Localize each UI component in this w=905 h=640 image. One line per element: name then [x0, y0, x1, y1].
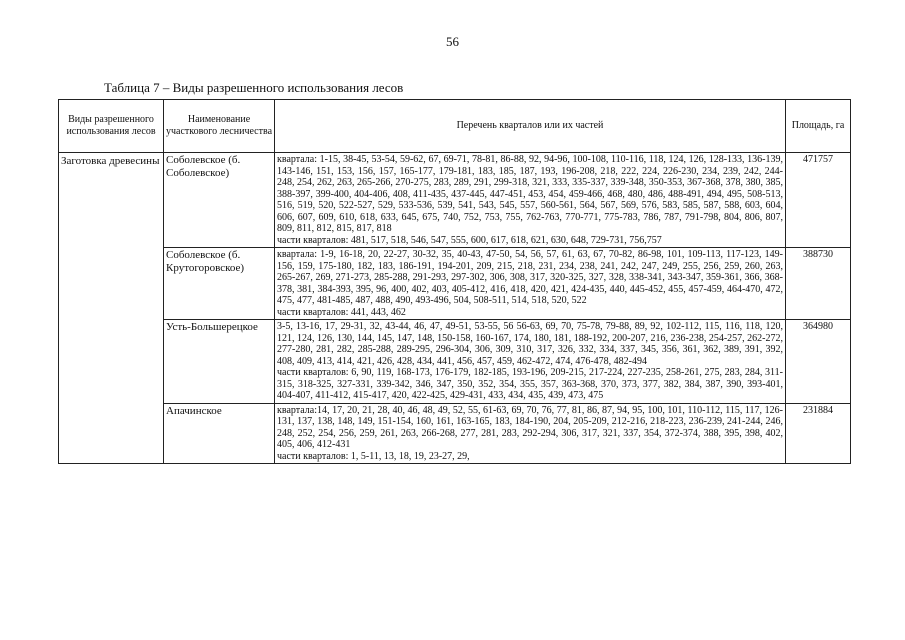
- quarter-parts-list: части кварталов: 481, 517, 518, 546, 547, 555, 600, 617, 618, 621, 630, 648, 729-731, 756,757: [277, 234, 662, 246]
- forestry-cell: Усть-Большерецкое: [164, 320, 275, 404]
- quarters-cell: [275, 248, 786, 320]
- table-row: [59, 320, 851, 404]
- forest-use-table: [58, 99, 851, 464]
- header-quarters: Перечень кварталов или их частей: [275, 100, 786, 153]
- quarters-list: 3-5, 13-16, 17, 29-31, 32, 43-44, 46, 47, 49-51, 53-55, 56 56-63, 69, 70, 75-78, 79-88, 89, 92, 102-112, 115, 116, 118, 120, 121, 124, 126, 130, 144, 145, 147, 148, 150-158, 160-167, 174, 180, 181, 188-192, 200-207, 216, 236-238, 254-257, 262-272, 277-280, 281, 282, 285-288, 289-295, 296-304, 306, 309, 310, 317, 326, 332, 334, 337, 345, 356, 361, 362, 389, 391, 392, 408, 409, 413, 414, 421, 426, 428, 434, 441, 456, 457, 459, 462-472, 474, 476-478, 482-494: [277, 321, 783, 367]
- area-cell: 388730: [786, 248, 851, 320]
- quarters-list: квартала:14, 17, 20, 21, 28, 40, 46, 48, 49, 52, 55, 61-63, 69, 70, 76, 77, 81, 86, 87, 94, 95, 100, 101, 110-112, 115, 117, 126-131, 137, 138, 148, 149, 151-154, 160, 161, 163-165, 183, 184-190, 204, 205-209, 212-216, 218-223, 236-239, 241-244, 246, 248, 252, 254, 256, 259, 261, 263, 266-268, 277, 281, 283, 292-294, 306, 317, 321, 337, 354, 372-374, 388, 395, 398, 402, 405, 406, 412-431: [277, 404, 783, 450]
- quarters-list: квартала: 1-15, 38-45, 53-54, 59-62, 67, 69-71, 78-81, 86-88, 92, 94-96, 100-108, 110-116, 118, 124, 126, 128-133, 136-139, 143-146, 151, 153, 156, 157, 165-177, 179-181, 183, 185, 187, 193, 196-208, 218, 222, 224, 226-230, 234, 239, 242, 244-248, 254, 262, 263, 265-266, 270-275, 283, 289, 291, 299-318, 321, 333, 335-337, 339-348, 350-353, 367-368, 378, 380, 385, 388-397, 399-400, 404-406, 408, 411-435, 437-445, 447-451, 453, 454, 459-466, 468, 480, 486, 488-491, 494, 495, 508-513, 516, 519, 520, 522-527, 529, 533-536, 539, 541, 543, 545, 557, 560-561, 564, 567, 569, 576, 583, 585, 587, 588, 603, 604, 606, 607, 609, 610, 618, 633, 645, 675, 740, 752, 753, 755, 762-763, 770-771, 775-783, 786, 787, 791-798, 804, 806, 807, 809, 811, 812, 815, 817, 818: [277, 154, 783, 234]
- quarter-parts-list: части кварталов: 6, 90, 119, 168-173, 176-179, 182-185, 193-196, 209-215, 217-224, 227-235, 258-261, 275, 283, 284, 311-315, 318-325, 327-331, 339-342, 346, 347, 350, 352, 354, 355, 357, 363-368, 370, 373, 377, 382, 384, 387, 390, 393-401, 404-407, 411-412, 415-417, 420, 422-425, 429-431, 433, 434, 435, 439, 473, 475: [277, 367, 783, 401]
- use-type-cell: Заготовка древесины: [59, 153, 164, 464]
- header-forestry: Наименование участкового лесничества: [164, 100, 275, 153]
- header-use-type: Виды разрешенного использования лесов: [59, 100, 164, 153]
- table-header-row: [59, 100, 851, 153]
- forestry-cell: Соболевское (б. Крутогоровское): [164, 248, 275, 320]
- quarters-list: квартала: 1-9, 16-18, 20, 22-27, 30-32, 35, 40-43, 47-50, 54, 56, 57, 61, 63, 67, 70-82, 86-98, 101, 109-113, 117-123, 149-156, 159, 175-180, 182, 183, 186-191, 194-201, 209, 215, 218, 231, 234, 238, 241, 242, 247, 249, 255, 256, 259, 260, 263, 265-267, 269, 271-273, 285-288, 291-293, 297-302, 306, 308, 317, 320-325, 327, 328, 338-341, 343-347, 359-361, 366, 368-378, 381, 384-393, 395, 96, 400, 402, 403, 405-412, 416, 418, 420, 421, 424-435, 440, 445-452, 455, 457-459, 464-470, 472, 475, 477, 481-485, 487, 488, 490, 493-496, 504, 508-511, 514, 518, 520, 522: [277, 249, 783, 306]
- table-row: [59, 248, 851, 320]
- header-area: Площадь, га: [786, 100, 851, 153]
- area-cell: 364980: [786, 320, 851, 404]
- quarters-cell: [275, 403, 786, 464]
- forestry-cell: Апачинское: [164, 403, 275, 464]
- quarters-cell: [275, 153, 786, 248]
- area-cell: 231884: [786, 403, 851, 464]
- table-row: [59, 153, 851, 248]
- forestry-cell: Соболевское (б. Соболевское): [164, 153, 275, 248]
- page-number: 56: [446, 34, 459, 49]
- quarters-cell: [275, 320, 786, 404]
- quarter-parts-list: части кварталов: 441, 443, 462: [277, 306, 406, 318]
- quarter-parts-list: части кварталов: 1, 5-11, 13, 18, 19, 23-27, 29,: [277, 450, 470, 462]
- table-caption: Таблица 7 – Виды разрешенного использования лесов: [104, 80, 404, 95]
- area-cell: 471757: [786, 153, 851, 248]
- table-row: [59, 403, 851, 464]
